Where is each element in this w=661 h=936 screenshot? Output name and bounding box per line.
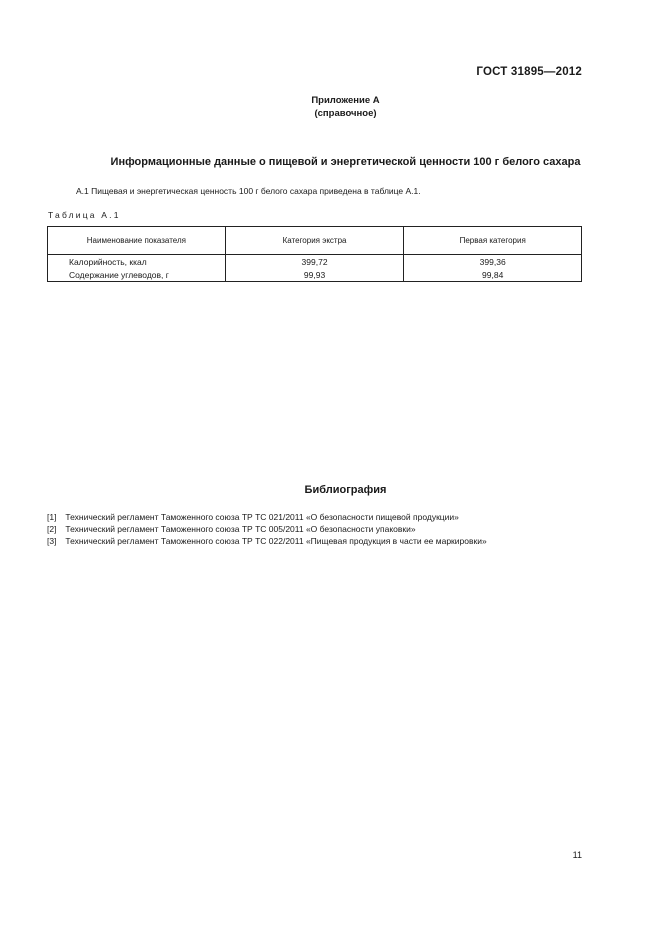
bibliography-text: Технический регламент Таможенного союза ТР ТС 022/2011 «Пищевая продукция в части ее маркировки»	[65, 536, 487, 546]
section-paragraph: А.1 Пищевая и энергетическая ценность 100 г белого сахара приведена в таблице А.1.	[76, 186, 421, 196]
table-header-cell: Первая категория	[404, 227, 582, 255]
bibliography-number: [2]	[47, 524, 57, 534]
page-number: 11	[572, 850, 582, 860]
table-cell: Калорийность, ккал	[48, 255, 226, 269]
table-cell: 99,93	[225, 268, 404, 282]
bibliography-title: Библиография	[304, 484, 387, 496]
table-header-cell: Категория экстра	[225, 227, 404, 255]
bibliography-number: [3]	[47, 536, 57, 546]
bibliography-list	[47, 511, 487, 547]
bibliography-item	[47, 511, 487, 523]
table-header-cell: Наименование показателя	[48, 227, 226, 255]
document-code: ГОСТ 31895—2012	[476, 66, 582, 78]
table-cell: Содержание углеводов, г	[48, 268, 226, 282]
table-cell: 399,72	[225, 255, 404, 269]
nutrition-table	[47, 226, 582, 282]
bibliography-text: Технический регламент Таможенного союза ТР ТС 005/2011 «О безопасности упаковки»	[65, 524, 416, 534]
bibliography-item	[47, 535, 487, 547]
table-cell: 399,36	[404, 255, 582, 269]
table-caption: Таблица А.1	[48, 210, 121, 220]
bibliography-text: Технический регламент Таможенного союза ТР ТС 021/2011 «О безопасности пищевой продукции»	[65, 512, 459, 522]
table-row	[48, 255, 582, 269]
appendix-title: Приложение А	[311, 95, 380, 106]
table-cell: 99,84	[404, 268, 582, 282]
bibliography-number: [1]	[47, 512, 57, 522]
section-heading: Информационные данные о пищевой и энергетической ценности 100 г белого сахара	[110, 156, 581, 168]
table-row	[48, 268, 582, 282]
table-header-row	[48, 227, 582, 255]
appendix-subtitle: (справочное)	[314, 108, 377, 119]
bibliography-item	[47, 523, 487, 535]
